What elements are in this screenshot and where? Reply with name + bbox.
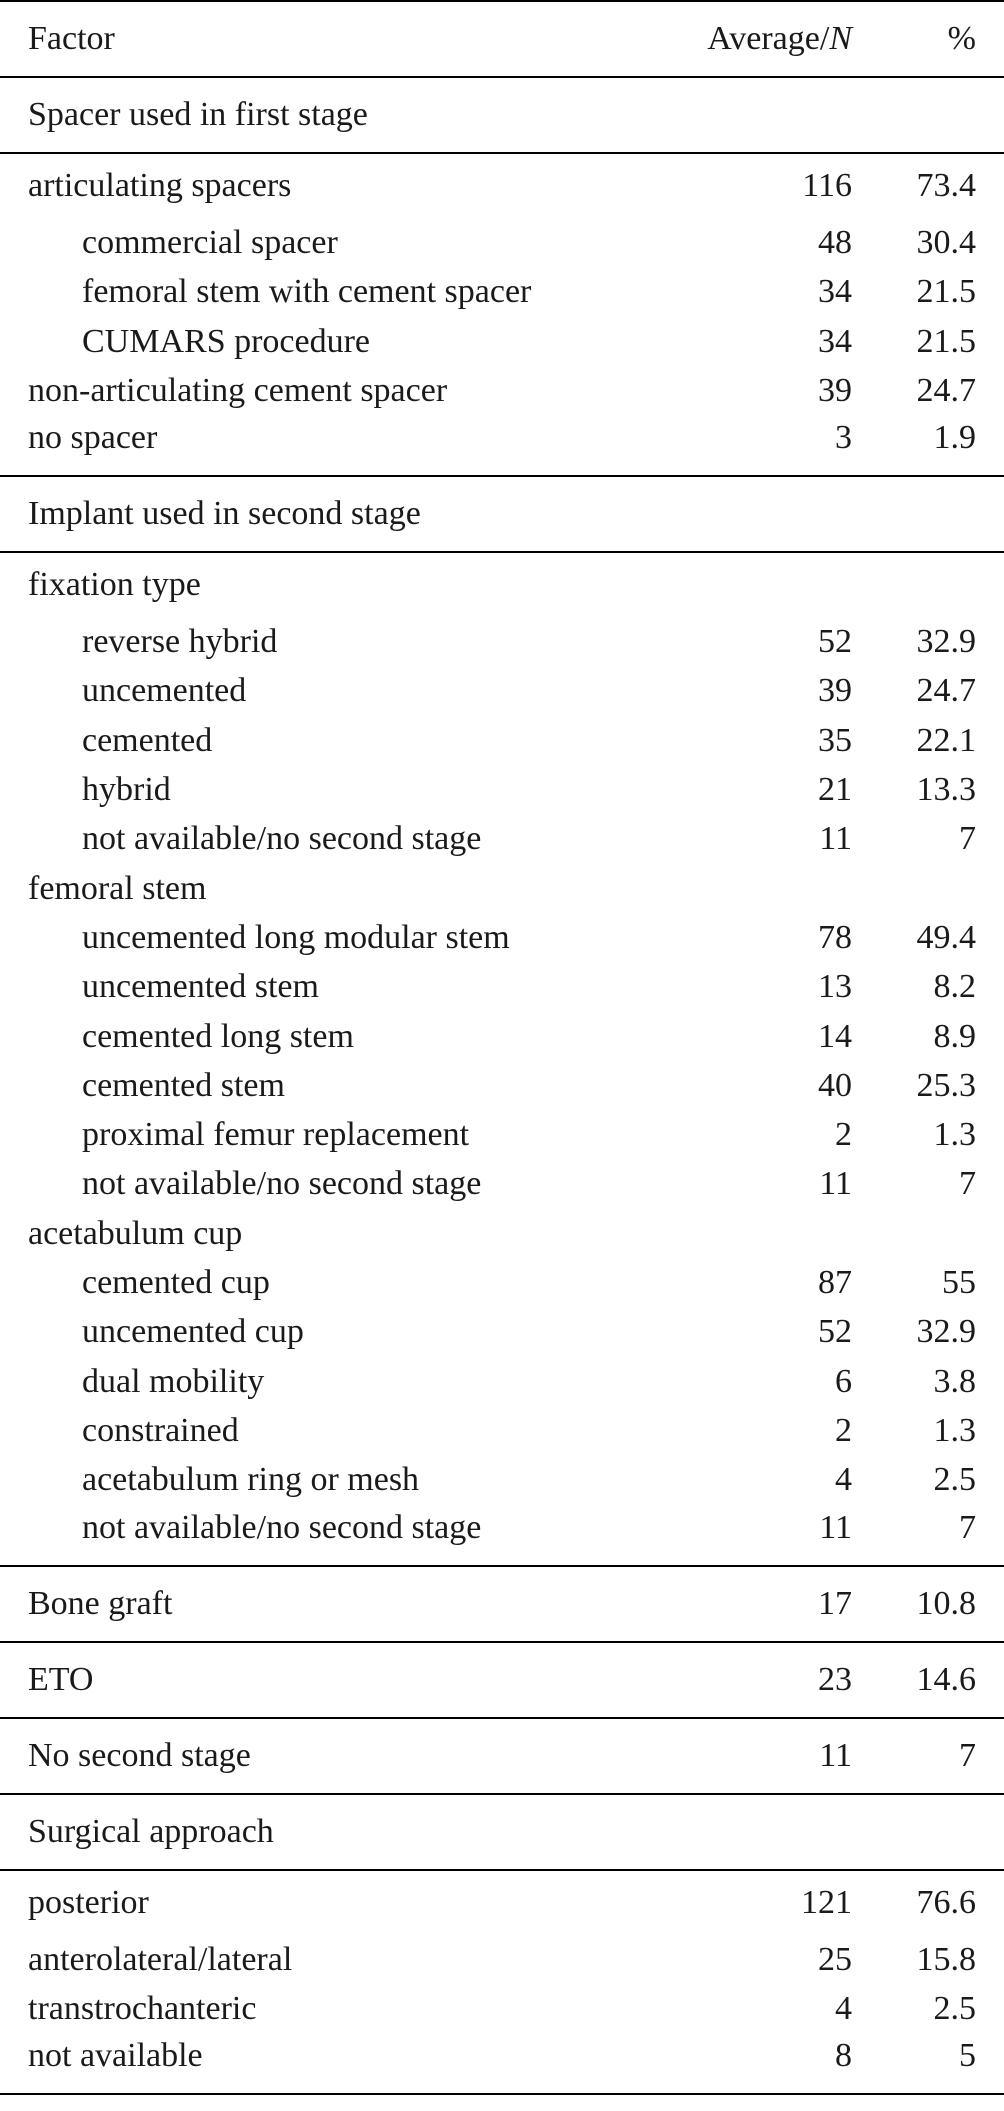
table-row — [0, 962, 1004, 1011]
row-n: 34 — [818, 273, 852, 311]
row-label: non-articulating cement spacer — [28, 371, 448, 409]
row-percent: 21.5 — [916, 322, 976, 360]
section-header-row — [0, 77, 1004, 153]
section-title: Surgical approach — [0, 1794, 1004, 1870]
row-percent: 7 — [852, 1505, 1004, 1566]
row-label: reverse hybrid — [82, 623, 278, 661]
table-row — [0, 913, 1004, 962]
row-percent: 8.9 — [933, 1017, 976, 1055]
row-n: 11 — [690, 1718, 852, 1794]
row-n: 11 — [819, 1165, 852, 1203]
table-row — [0, 814, 1004, 863]
row-percent: 25.3 — [916, 1066, 976, 1104]
row-percent: 32.9 — [916, 1313, 976, 1351]
section-title: Spacer used in first stage — [0, 77, 1004, 153]
row-label: cemented long stem — [82, 1017, 354, 1055]
single-row — [0, 1642, 1004, 1718]
row-percent — [852, 1209, 1004, 1258]
row-label: dual mobility — [82, 1362, 265, 1400]
row-percent: 5 — [852, 2033, 1004, 2094]
table-row — [0, 1209, 1004, 1258]
table-row — [0, 617, 1004, 666]
row-n: 11 — [819, 820, 852, 858]
row-label: ETO — [0, 1642, 690, 1718]
row-n: 52 — [818, 1313, 852, 1351]
row-percent: 49.4 — [916, 918, 976, 956]
row-n: 17 — [690, 1566, 852, 1642]
row-n: 23 — [690, 1642, 852, 1718]
row-label: femoral stem with cement spacer — [82, 273, 532, 311]
row-n: 39 — [818, 371, 852, 409]
row-percent: 32.9 — [916, 623, 976, 661]
row-n: 87 — [818, 1264, 852, 1302]
single-row — [0, 1566, 1004, 1642]
row-n: 4 — [835, 1989, 852, 2027]
table-row — [0, 1110, 1004, 1159]
row-n: 121 — [801, 1883, 852, 1921]
row-label: posterior — [28, 1883, 149, 1921]
header-percent: % — [852, 1, 1004, 77]
table-row — [0, 1159, 1004, 1208]
table-row — [0, 1455, 1004, 1504]
row-percent: 76.6 — [916, 1883, 976, 1921]
row-n: 40 — [818, 1066, 852, 1104]
row-percent: 2.5 — [933, 1461, 976, 1499]
row-label: transtrochanteric — [28, 1989, 257, 2027]
row-label: uncemented — [82, 672, 247, 710]
header-average-n — [690, 1, 852, 77]
row-n: 3 — [690, 415, 852, 476]
table-row — [0, 765, 1004, 814]
table-row — [0, 1870, 1004, 1935]
table-row — [0, 1012, 1004, 1061]
row-n: 25 — [818, 1940, 852, 1978]
row-percent: 7 — [959, 820, 976, 858]
row-label: uncemented long modular stem — [82, 918, 510, 956]
row-n: 6 — [835, 1362, 852, 1400]
table-row — [0, 1357, 1004, 1406]
row-n — [690, 1209, 852, 1258]
row-n: 4 — [835, 1461, 852, 1499]
row-label: fixation type — [28, 566, 201, 604]
row-percent: 30.4 — [916, 224, 976, 261]
header-factor: Factor — [0, 1, 690, 77]
row-label: anterolateral/lateral — [28, 1940, 293, 1978]
row-n: 52 — [818, 623, 852, 661]
row-n: 39 — [818, 672, 852, 710]
row-label: not available — [0, 2033, 690, 2094]
row-percent: 1.3 — [933, 1116, 976, 1154]
row-percent — [852, 552, 1004, 617]
row-n: 116 — [802, 167, 852, 204]
row-percent: 22.1 — [916, 721, 976, 759]
row-percent: 73.4 — [916, 167, 976, 204]
row-label: not available/no second stage — [82, 820, 482, 858]
row-label: cemented stem — [82, 1066, 285, 1104]
table-row — [0, 317, 1004, 366]
row-percent: 13.3 — [916, 771, 976, 809]
table-row — [0, 1406, 1004, 1455]
header-average-prefix: Average/ — [707, 20, 830, 57]
row-label: uncemented cup — [82, 1313, 304, 1351]
row-percent: 8.2 — [933, 968, 976, 1006]
table-row — [0, 366, 1004, 415]
row-percent: 24.7 — [916, 371, 976, 409]
table-body — [0, 77, 1004, 2094]
row-label: Bone graft — [0, 1566, 690, 1642]
header-row — [0, 1, 1004, 77]
row-n: 2 — [835, 1116, 852, 1154]
row-percent — [852, 864, 1004, 913]
row-label: No second stage — [0, 1718, 690, 1794]
row-n: 78 — [818, 918, 852, 956]
table-row — [0, 1505, 1004, 1566]
row-n: 21 — [818, 771, 852, 809]
row-label: not available/no second stage — [0, 1505, 690, 1566]
row-label: acetabulum ring or mesh — [82, 1461, 420, 1499]
row-label: articulating spacers — [28, 167, 292, 204]
row-label: cemented — [82, 721, 213, 759]
row-n: 11 — [690, 1505, 852, 1566]
section-header-row — [0, 476, 1004, 552]
row-percent: 1.9 — [852, 415, 1004, 476]
row-label: femoral stem — [28, 869, 207, 907]
row-n: 48 — [818, 224, 852, 261]
table-row — [0, 666, 1004, 715]
row-n: 13 — [818, 968, 852, 1006]
row-label: acetabulum cup — [28, 1214, 243, 1252]
row-label: commercial spacer — [82, 224, 338, 261]
row-label: no spacer — [0, 415, 690, 476]
table-row — [0, 1935, 1004, 1984]
row-percent: 21.5 — [916, 273, 976, 311]
row-label: CUMARS procedure — [82, 322, 371, 360]
row-label: uncemented stem — [82, 968, 319, 1006]
row-label: proximal femur replacement — [82, 1116, 470, 1154]
single-row — [0, 1718, 1004, 1794]
row-percent: 1.3 — [933, 1411, 976, 1449]
table-row — [0, 218, 1004, 267]
row-label: cemented cup — [82, 1264, 270, 1302]
row-label: constrained — [82, 1411, 239, 1449]
row-percent: 24.7 — [916, 672, 976, 710]
table-row — [0, 1061, 1004, 1110]
section-title: Implant used in second stage — [0, 476, 1004, 552]
section-header-row — [0, 1794, 1004, 1870]
table-row — [0, 552, 1004, 617]
row-percent: 10.8 — [852, 1566, 1004, 1642]
row-percent: 7 — [959, 1165, 976, 1203]
table-row — [0, 267, 1004, 316]
row-percent: 14.6 — [852, 1642, 1004, 1718]
row-n: 35 — [818, 721, 852, 759]
table-row — [0, 716, 1004, 765]
row-percent: 2.5 — [933, 1989, 976, 2027]
row-n — [690, 552, 852, 617]
row-n: 34 — [818, 322, 852, 360]
table-row — [0, 1258, 1004, 1307]
table-row — [0, 1984, 1004, 2033]
table-row — [0, 1307, 1004, 1356]
row-n: 8 — [690, 2033, 852, 2094]
header-n-italic: N — [829, 20, 852, 57]
row-percent: 7 — [852, 1718, 1004, 1794]
table-row — [0, 415, 1004, 476]
table-row — [0, 864, 1004, 913]
row-percent: 15.8 — [916, 1940, 976, 1978]
table-row — [0, 153, 1004, 218]
row-label: hybrid — [82, 771, 171, 809]
row-percent: 3.8 — [933, 1362, 976, 1400]
row-n: 2 — [835, 1411, 852, 1449]
row-percent: 55 — [942, 1264, 976, 1302]
row-n: 14 — [818, 1017, 852, 1055]
row-n — [690, 864, 852, 913]
table-row — [0, 2033, 1004, 2094]
row-label: not available/no second stage — [82, 1165, 482, 1203]
